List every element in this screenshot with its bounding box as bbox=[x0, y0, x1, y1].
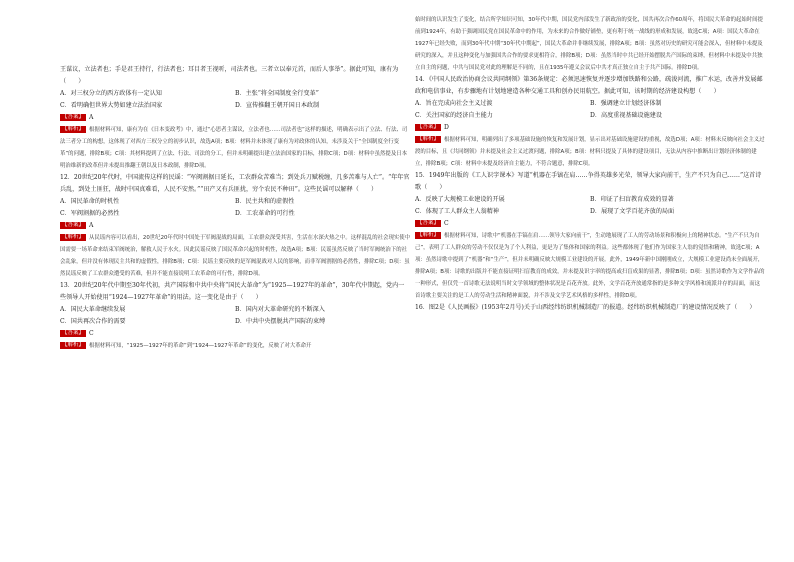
q10-option-b: B．主张“将全国制度全行变革” bbox=[235, 90, 319, 97]
q12-analysis: 【解析】 从民谣内容可以看出，20世纪20年代时中国处于军阀混战的局面，工农群众深受其害，生活在水深火热之中。这样混乱的社会现实使中国需要一场革命来结束军阀统治，解救人民于水火。因此民谣反映了国民革命兴起的时机性，故选A项；B项：民谣虽然反映了当时军阀统治下的社会乱象，但并没有体现民主共和的虚假性，排除B项；C项：民谣主要反映的是军阀混战对人民的影响，而非军阀割据的必然性，排除C项；D项：虽然民谣反映了工农群众遭受的苦难，但并不能直接说明工农革命的可行性，排除D项。 bbox=[60, 234, 411, 277]
answer-tag: 【答案】 bbox=[62, 222, 85, 228]
q10-options bbox=[60, 88, 410, 112]
q12-answer: 【答案】 A bbox=[62, 222, 94, 229]
q14-option-d: D．高度重视基础设施建设 bbox=[590, 112, 662, 119]
q10-answer: 【答案】 A bbox=[62, 114, 94, 121]
analysis-tag: 【解析】 bbox=[62, 126, 85, 132]
q13-options bbox=[60, 304, 410, 328]
q10-option-d: D．宣传推翻王朝开国日本政制 bbox=[235, 102, 320, 109]
q15-option-b: B．印证了扫盲教育成效的显著 bbox=[590, 196, 674, 203]
q15-option-d: D．展现了文学百花齐放的局面 bbox=[590, 208, 675, 215]
q15-option-a: A．反映了大规模工业建设的开展 bbox=[415, 196, 505, 203]
answer-tag: 【答案】 bbox=[62, 330, 85, 336]
analysis-tag: 【解析】 bbox=[62, 234, 85, 240]
q13-analysis: 【解析】 根据材料可知，“1925—1927年的革命”到“1924—1927年革命”的变化，反映了对大革命开 bbox=[62, 342, 312, 349]
q12-option-d: D．工农革命的可行性 bbox=[235, 210, 295, 217]
q14-analysis: 【解析】 根据材料可知，明确列出了多项基础设施的恢复和发展计划，显示出对基础设施建设的重视，故选D项；A项：材料未反映向社会主义过渡的目标，且《共同纲领》并未提及社会主义过渡问题，排除A项；B项：材料只提及了具体的建设项目，无法从内容中推断出计划经济体制的建立，排除B项；C项：材料中未提及经济自主能力，不符合题意，排除C项。 bbox=[415, 136, 765, 167]
q16-stem: 16．图2是《人民画报》(1953年2月号)关于山西经纬纺织机械制造厂的报道。经纬纺织机械制造厂的建设情况反映了（ ） bbox=[415, 304, 756, 311]
answer-tag: 【答案】 bbox=[417, 220, 440, 226]
q12-option-c: C．军阀割据的必然性 bbox=[60, 210, 120, 217]
q13-stem: 13．20世纪20年代中期至30年代初，共产国际和中共中央将“国民大革命”为“1925—1927年的革命”，30年代中期起，党内一些领导人开始使用“1924—1927年革命”的用法。这一变化是由于（ ） bbox=[60, 282, 405, 301]
q12-stem: 12．20世纪20年代时，中国流传这样的民谣：“军阀割据日延长，工农群众苦难当；到处兵刀赋税缠，几多苦难与人亡”。“年年官兵乱，到处土匪狂，战时中国真难看，人民不安然。”“田产又有兵匪扰，穷个农民不种田”。这些民谣可以解释（ ） bbox=[60, 174, 410, 193]
q14-stem: 14．《中国人民政治协商会议共同纲领》第36条规定：必须迅速恢复并逐步增加铁路和公路，疏浚河流，推广水运，改善并发展邮政和电信事业，有步骤地有计划地建造各种交通工具和创办民用航空。据此可知，该时期的经济建设构想（ ） bbox=[415, 76, 763, 95]
q15-analysis: 【解析】 根据材料可知，诗歌中“机器在手镐在肩……领导大家向前干”，生动地展现了工人的劳动场景和积极向上的精神状态。“生产不只为自己”，表明了工人群众的劳动不仅仅是为了个人利益，更是为了集体和国家的利益。这些都体现了他们作为国家主人翁的觉悟和精神，故选C项；A项：虽然诗歌中提到了“机器”和“生产”，但并未明确反映大规模工业建设的开展。此外，1949年新中国刚刚成立，大规模工业建设尚未全面展开，排除A项；B项：诗歌的出版并不能直接证明扫盲教育的成效，并未提及识字率的提高或扫盲成果的显著，排除B项；D项：虽然诗歌作为文学作品的一种形式，但仅凭一首诗歌无法说明当时文学领域的整体状况是百花齐放。此外，文学百花齐放通常指的是多种文学风格和流派并存的局面，而这首诗歌主要关注的是工人的劳动生活和精神面貌，并不涉及文学艺术风格的多样性，排除D项。 bbox=[415, 232, 765, 299]
analysis-tag: 【解析】 bbox=[417, 232, 440, 238]
left-column bbox=[60, 64, 410, 352]
q15-options bbox=[415, 194, 765, 218]
q10-option-a: A．对三权分立的西方政体有一定认知 bbox=[60, 90, 162, 97]
q13-option-b: B．国内对大革命研究的不断深入 bbox=[235, 306, 325, 313]
answer-tag: 【答案】 bbox=[417, 124, 440, 130]
q14-answer: 【答案】 D bbox=[417, 124, 449, 131]
q14-options bbox=[415, 98, 765, 122]
q10-stem-tail: 王谋议，立法者也；手是君王持行，行法者也；耳目者王视听，司法者也。三者立以奉元首，而后人事举”。据此可知，康有为（ ） bbox=[60, 66, 399, 85]
q13-analysis-continued: 始时间的认识发生了变化，结合所学知识可知，30年代中期，国民党内部发生了新政治的变化，国共再次合作60周年，将国民大革命的起始时间提前到1924年，有助于强调国民党在国民革命中的作用，为未来的合作做好铺垫，更有利于统一战线的形成和发展，故选C项；A项：国民大革命在1927年已经失败，而到30年代中期“30年代中期起”，国民大革命并非继续发展，排除A项；B项：虽然对历史的研究可能会深入，但材料中未提及研究的深入，并且这种变化与加强国共合作的要求更相符合，排除B项；D项：虽然当时中共已经开始摆脱共产国际的束缚，但材料中未提及中共独立自主的问题，中共与国民党对此的理解是不同的，且在1935年遵义会议后中共才真正独立自主于共产国际。排除D项。 bbox=[415, 17, 763, 71]
q10-analysis: 【解析】 根据材料可知，康有为在《日本变政考》中，通过“心思者主谋议，立法者也……司法者也”这样的描述，明确表示出了立法、行法、司法三者分工的构想，这体现了对西方三权分立的初步认识，故选A项；B项：材料并未体现了康有为对政体的认知，未涉及关于“全国制度全行变革”的问题，排除B项；C项：其材料提到了立法、行法、司法的分工，但并未明确提出建立法治国家的目标，排除C项；D项：材料中虽然提及日本明治维新的改革但并未提出推翻王朝以及日本政制，排除D项。 bbox=[60, 126, 408, 169]
q15-stem: 15．1949年出版的《工人识字课本》写道“机器在手镐在肩……争得英雄多光荣，领导大家向前干，生产不只为自己……”这首诗歌（ ） bbox=[415, 172, 762, 191]
answer-tag: 【答案】 bbox=[62, 114, 85, 120]
q14-option-c: C．关注国家的经济自主能力 bbox=[415, 112, 493, 119]
q14-option-b: B．强调建立计划经济体制 bbox=[590, 100, 662, 107]
q12-option-b: B．民主共和的虚假性 bbox=[235, 198, 295, 205]
right-column bbox=[415, 14, 765, 314]
q13-option-a: A．国民大革命继续发展 bbox=[60, 306, 126, 313]
analysis-tag: 【解析】 bbox=[62, 342, 85, 348]
q13-answer: 【答案】 C bbox=[62, 330, 94, 337]
q12-option-a: A．国民革命的时机性 bbox=[60, 198, 120, 205]
q12-options bbox=[60, 196, 410, 220]
q13-option-d: D．中共中央摆脱共产国际的束缚 bbox=[235, 318, 326, 325]
analysis-tag: 【解析】 bbox=[417, 136, 440, 142]
q10-option-c: C．看明确但世界大势如建立法治国家 bbox=[60, 102, 163, 109]
q13-option-c: C．国共再次合作的需要 bbox=[60, 318, 126, 325]
q15-option-c: C．体现了工人群众主人翁精神 bbox=[415, 208, 499, 215]
q14-option-a: A．旨在完成向社会主义过渡 bbox=[415, 100, 493, 107]
q15-answer: 【答案】 C bbox=[417, 220, 449, 227]
